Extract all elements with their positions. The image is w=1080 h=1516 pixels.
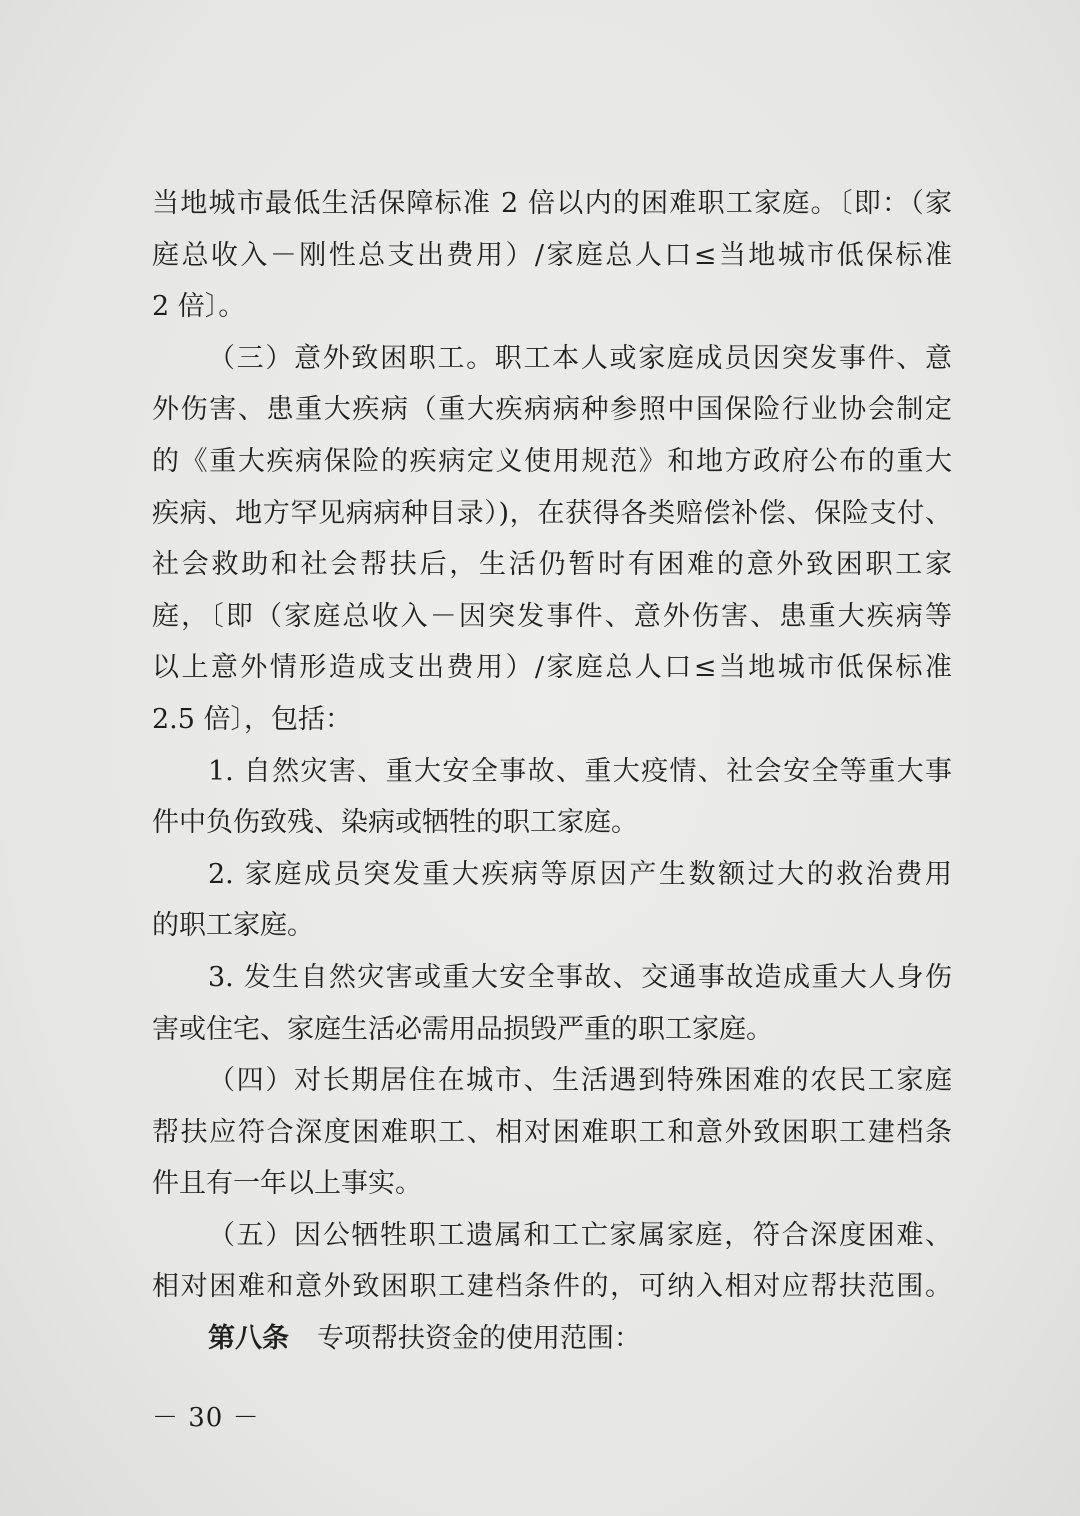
text-line: 件且有一年以上事实。 (152, 1168, 422, 1200)
list-item-1-start: 1. 自然灾害、重大安全事故、重大疫情、社会安全等重大事 (208, 755, 952, 787)
text-line: 帮扶应符合深度困难职工、相对困难职工和意外致困职工建档条 (152, 1116, 952, 1148)
text-line: 件中负伤致残、染病或牺牲的职工家庭。 (152, 807, 638, 839)
text-line: 的《重大疾病保险的疾病定义使用规范》和地方政府公布的重大 (152, 445, 952, 477)
list-item-2-start: 2. 家庭成员突发重大疾病等原因产生数额过大的救治费用 (208, 858, 952, 890)
article-eight-heading: 第八条 (208, 1323, 289, 1355)
text-line: 外伤害、患重大疾病（重大疾病病种参照中国保险行业协会制定 (152, 394, 952, 426)
text-line: 当地城市最低生活保障标准 2 倍以内的困难职工家庭。〔即：（家 (152, 188, 952, 219)
article-eight-line (152, 1313, 952, 1365)
text-line: 以上意外情形造成支出费用）/家庭总人口≤当地城市低保标准 (152, 652, 952, 684)
text-line: 相对困难和意外致困职工建档条件的，可纳入相对应帮扶范围。 (152, 1271, 952, 1303)
text-line: 害或住宅、家庭生活必需用品损毁严重的职工家庭。 (152, 1013, 773, 1045)
text-line: 庭，〔即（家庭总收入－因突发事件、意外伤害、患重大疾病等 (152, 600, 952, 632)
text-line: 2.5 倍〕，包括： (152, 703, 353, 735)
body-text (152, 178, 952, 1365)
list-item-3-start: 3. 发生自然灾害或重大安全事故、交通事故造成重大人身伤 (208, 961, 952, 993)
text-line: 的职工家庭。 (152, 910, 314, 942)
paragraph-three-start: （三）意外致困职工。职工本人或家庭成员因突发事件、意 (208, 342, 952, 374)
paragraph-four-start: （四）对长期居住在城市、生活遇到特殊困难的农民工家庭 (208, 1065, 952, 1097)
page-number: － 30 － (152, 1403, 260, 1433)
text-line: 疾病、地方罕见病病种目录）)，在获得各类赔偿补偿、保险支付、 (152, 497, 952, 529)
paragraph-five-start: （五）因公牺牲职工遗属和工亡家属家庭，符合深度困难、 (208, 1219, 952, 1251)
article-eight-text: 专项帮扶资金的使用范围： (317, 1323, 641, 1355)
text-line: 庭总收入－刚性总支出费用）/家庭总人口≤当地城市低保标准 (152, 239, 952, 271)
text-line: 2 倍〕。 (152, 291, 246, 323)
text-line: 社会救助和社会帮扶后，生活仍暂时有困难的意外致困职工家 (152, 549, 952, 581)
